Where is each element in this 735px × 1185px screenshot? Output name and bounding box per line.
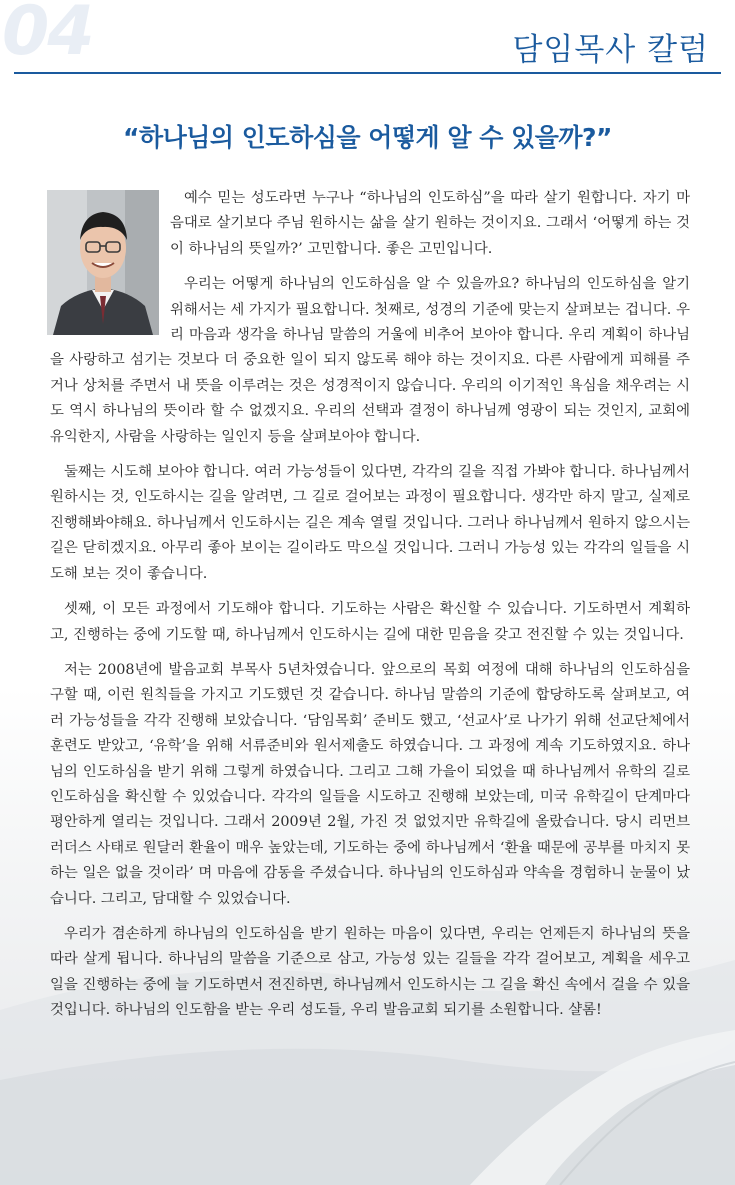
paragraph-first-principle: 우리는 어떻게 하나님의 인도하심을 알 수 있을까요? 하나님의 인도하심을 알기 위해서는 세 가지가 필요합니다. 첫째로, 성경의 기준에 맞는지 살펴보는 겁니다. 우리 마음과 생각을 하나님 말씀의 거울에 비추어 보아야 합니다. 우리 계획이 하나님을 사랑하고 섬기는 것보다 더 중요한 일이 되지 않도록 해야 하는 것이지요. 다른 사람에게 피해를 주거나 상처를 주면서 내 뜻을 이루려는 것은 성경적이지 않습니다. 우리의 이기적인 욕심을 채우려는 시도 역시 하나님의 뜻이라 할 수 없겠지요. 우리의 선택과 결정이 하나님께 영광이 되는 것인지, 교회에 유익한지, 사람을 사랑하는 일인지 등을 살펴보아야 합니다.	[50, 276, 690, 445]
paragraph-conclusion: 우리가 겸손하게 하나님의 인도하심을 받기 원하는 마음이 있다면, 우리는 언제든지 하나님의 뜻을 따라 살게 됩니다. 하나님의 말씀을 기준으로 삼고, 가능성 있는 길들을 각각 걸어보고, 계획을 세우고 일을 진행하는 중에 늘 기도하면서 전진하면, 하나님께서 인도하시는 그 길을 확신 속에서 걸을 수 있을 것입니다. 하나님의 인도함을 받는 우리 성도들, 우리 발음교회 되기를 소원합니다. 샬롬!	[50, 925, 690, 1019]
paragraph-intro: 예수 믿는 성도라면 누구나 “하나님의 인도하심”을 따라 살기 원합니다. 자기 마음대로 살기보다 주님 원하시는 삶을 살기 원하는 것이지요. 그래서 ‘어떻게 하는 것이 하나님의 뜻일까?’ 고민합니다. 좋은 고민입니다.	[170, 190, 690, 257]
header-divider	[14, 72, 721, 74]
page-header	[0, 0, 735, 82]
photo-wrap-spacer	[50, 186, 170, 336]
paragraph-testimony: 저는 2008년에 발음교회 부목사 5년차였습니다. 앞으로의 목회 여정에 대해 하나님의 인도하심을 구할 때, 이런 원칙들을 가지고 기도했던 것 같습니다. 하나님 말씀의 기준에 합당하도록 살펴보고, 여러 가능성들을 각각 진행해 보았습니다. ‘담임목회’ 준비도 했고, ‘선교사’로 나가기 위해 선교단체에서 훈련도 받았고, ‘유학’을 위해 서류준비와 원서제출도 하였습니다. 그 과정에 계속 기도하였지요. 하나님의 인도하심을 받기 위해 그렇게 하였습니다. 그리고 그해 가을이 되었을 때 하나님께서 유학의 길로 인도하심을 확신할 수 있었습니다. 각각의 일들을 시도하고 진행해 보았는데, 미국 유학길이 단계마다 평안하게 열리는 것입니다. 그래서 2009년 2월, 가진 것 없었지만 유학길에 올랐습니다. 당시 리먼브러더스 사태로 원달러 환율이 매우 높았는데, 기도하는 중에 하나님께서 ‘환율 때문에 공부를 마치지 못하는 일은 없을 것이라’ 며 마음에 감동을 주셨습니다. 하나님의 인도하심과 약속을 경험하니 눈물이 났습니다. 그리고, 담대할 수 있었습니다.	[50, 661, 690, 907]
section-title: 담임목사 칼럼	[512, 32, 709, 68]
column-body	[50, 186, 690, 1024]
paragraph-second-principle: 둘째는 시도해 보아야 합니다. 여러 가능성들이 있다면, 각각의 길을 직접 가봐야 합니다. 하나님께서 원하시는 것, 인도하시는 길을 알려면, 그 길로 걸어보는 과정이 필요합니다. 생각만 하지 말고, 실제로 진행해봐야해요. 하나님께서 인도하시는 길은 계속 열릴 것입니다. 그러나 하나님께서 원하지 않으시는 길은 닫히겠지요. 아무리 좋아 보이는 길이라도 막으실 것입니다. 그러니 가능성 있는 각각의 일들을 시도해 보는 것이 좋습니다.	[50, 464, 690, 582]
column-title: “하나님의 인도하심을 어떻게 알 수 있을까?”	[123, 123, 612, 152]
page-number: 04	[2, 0, 93, 71]
paragraph-third-principle: 셋째, 이 모든 과정에서 기도해야 합니다. 기도하는 사람은 확신할 수 있습니다. 기도하면서 계획하고, 진행하는 중에 기도할 때, 하나님께서 인도하시는 길에 대한 믿음을 갖고 전진할 수 있는 것입니다.	[50, 601, 690, 643]
